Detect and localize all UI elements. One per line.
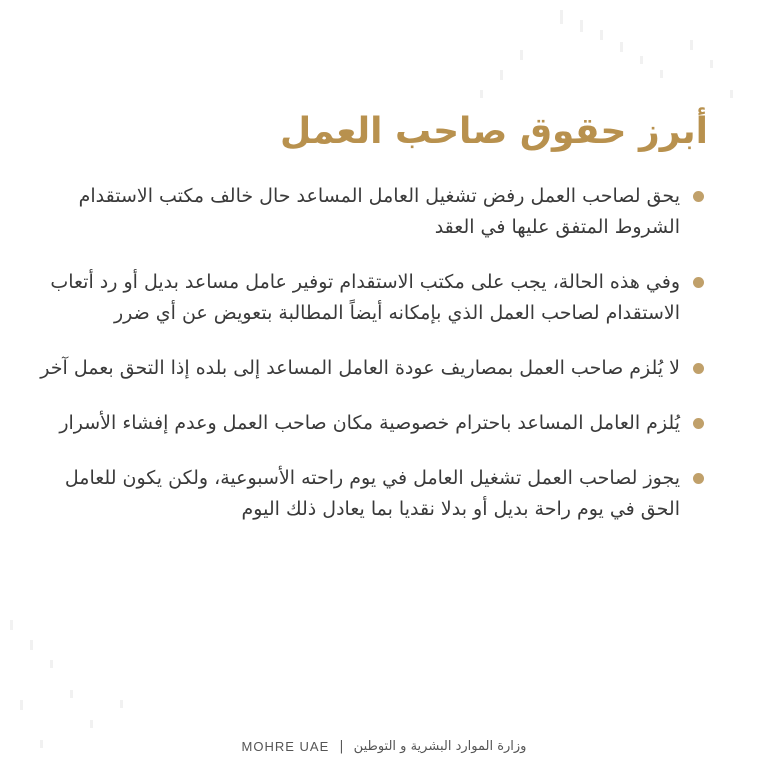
- list-item: [40, 463, 708, 525]
- bullet-dot-icon: [693, 277, 704, 288]
- footer-separator: |: [339, 739, 344, 754]
- list-item: [40, 353, 708, 384]
- content-area: [40, 110, 708, 549]
- list-item: [40, 408, 708, 439]
- bullet-dot-icon: [693, 473, 704, 484]
- bullet-dot-icon: [693, 191, 704, 202]
- rights-list: [40, 181, 708, 525]
- list-item-text: لا يُلزم صاحب العمل بمصاريف عودة العامل المساعد إلى بلده إذا التحق بعمل آخر: [40, 357, 680, 380]
- footer-ministry: وزارة الموارد البشرية و التوطين: [353, 739, 527, 754]
- list-item: [40, 267, 708, 329]
- bullet-dot-icon: [693, 418, 704, 429]
- list-item-text: وفي هذه الحالة، يجب على مكتب الاستقدام توفير عامل مساعد بديل أو رد أتعاب الاستقدام لصاحب العمل الذي بإمكانه أيضاً المطالبة بتعويض عن أي ضرر: [50, 271, 680, 325]
- list-item-text: يجوز لصاحب العمل تشغيل العامل في يوم راحته الأسبوعية، ولكن يكون للعامل الحق في يوم راحة بديل أو بدلا نقديا بما يعادل ذلك اليوم: [64, 467, 680, 521]
- footer-brand: MOHRE UAE: [241, 739, 330, 754]
- list-item-text: يُلزم العامل المساعد باحترام خصوصية مكان صاحب العمل وعدم إفشاء الأسرار: [59, 412, 680, 435]
- list-item-text: يحق لصاحب العمل رفض تشغيل العامل المساعد حال خالف مكتب الاستقدام الشروط المتفق عليها في العقد: [78, 185, 680, 239]
- page-title: أبرز حقوق صاحب العمل: [280, 111, 708, 152]
- list-item: [40, 181, 708, 243]
- bullet-dot-icon: [693, 363, 704, 374]
- footer: [0, 739, 768, 754]
